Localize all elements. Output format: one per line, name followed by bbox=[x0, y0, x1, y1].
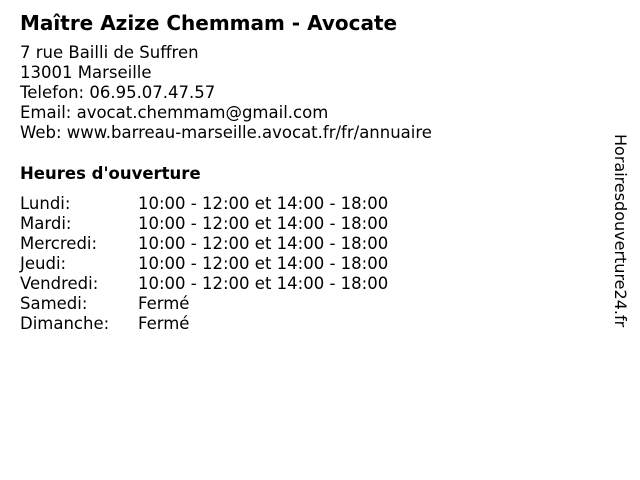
contact-block bbox=[20, 43, 432, 143]
day-label: Samedi: bbox=[20, 294, 88, 313]
time-value: 10:00 - 12:00 et 14:00 - 18:00 bbox=[138, 274, 389, 293]
address-street: 7 rue Bailli de Suffren bbox=[20, 43, 199, 62]
email-line: Email: avocat.chemmam@gmail.com bbox=[20, 103, 329, 122]
hours-heading: Heures d'ouverture bbox=[20, 164, 201, 183]
day-label: Dimanche: bbox=[20, 314, 110, 333]
day-label: Mardi: bbox=[20, 214, 72, 233]
web-line: Web: www.barreau-marseille.avocat.fr/fr/annuaire bbox=[20, 123, 432, 142]
time-value: 10:00 - 12:00 et 14:00 - 18:00 bbox=[138, 214, 389, 233]
time-value: Fermé bbox=[138, 294, 190, 313]
time-value: 10:00 - 12:00 et 14:00 - 18:00 bbox=[138, 194, 389, 213]
phone-line: Telefon: 06.95.07.47.57 bbox=[20, 83, 216, 102]
time-value: 10:00 - 12:00 et 14:00 - 18:00 bbox=[138, 254, 389, 273]
time-value: Fermé bbox=[138, 314, 190, 333]
day-label: Jeudi: bbox=[20, 254, 67, 273]
business-title: Maître Azize Chemmam - Avocate bbox=[20, 11, 398, 35]
site-watermark: Horairesdouverture24.fr bbox=[611, 134, 630, 328]
address-city: 13001 Marseille bbox=[20, 63, 152, 82]
day-label: Mercredi: bbox=[20, 234, 98, 253]
time-value: 10:00 - 12:00 et 14:00 - 18:00 bbox=[138, 234, 389, 253]
day-label: Lundi: bbox=[20, 194, 71, 213]
day-label: Vendredi: bbox=[20, 274, 99, 293]
